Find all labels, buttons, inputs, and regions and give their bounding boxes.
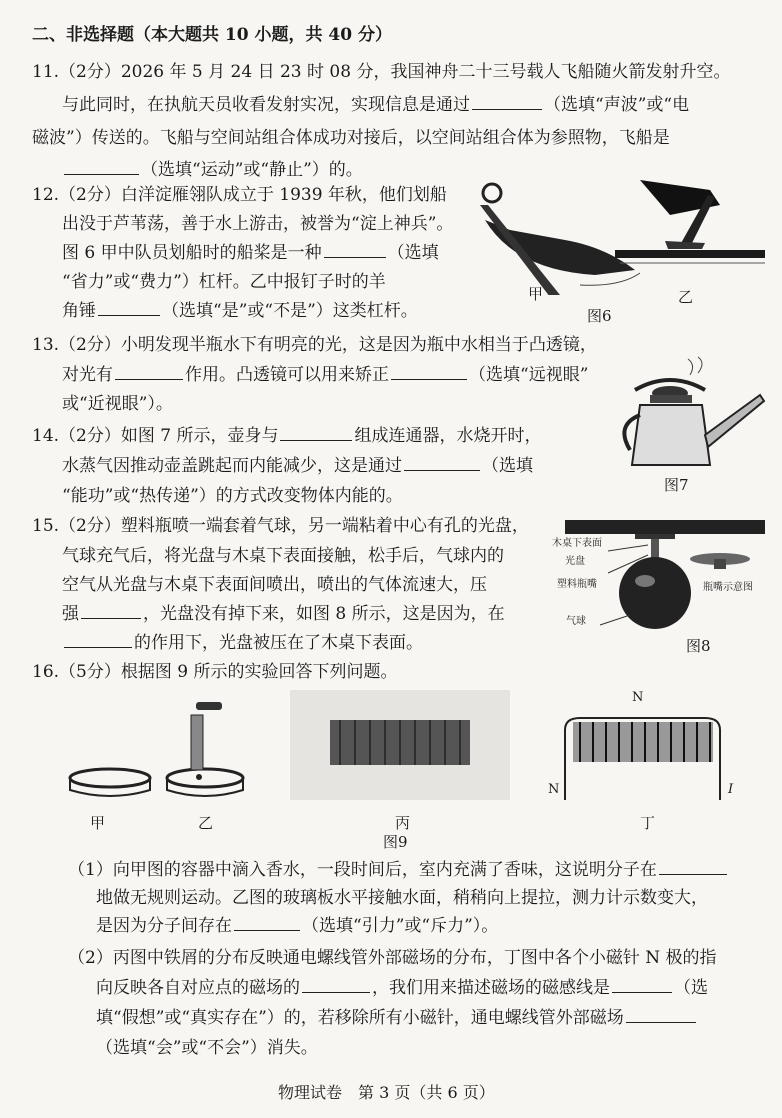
q14-line-3: “能功”或“热传递”）的方式改变物体内能的。	[62, 486, 403, 506]
answer-blank[interactable]	[612, 976, 672, 993]
figure-8-caption: 图8	[686, 637, 711, 655]
q11-line-3: 磁波”）传送的。飞船与空间站组合体成功对接后，以空间站组合体为参照物，飞船是	[32, 128, 670, 148]
q16-p1-line-3: 是因为分子间存在 （选填“引力”或“斥力”）。	[96, 916, 499, 936]
figure-9-drawing	[65, 690, 755, 810]
figure-9-label-jia: 甲	[90, 814, 106, 832]
figure-8-label-table: 木桌下表面	[552, 538, 602, 549]
answer-blank[interactable]	[626, 1006, 696, 1023]
figure-9-label-n-left: N	[548, 782, 560, 797]
q16-p2-line-4: （选填“会”或“不会”）消失。	[96, 1038, 318, 1058]
page-footer: 物理试卷 第 3 页（共 6 页）	[278, 1083, 495, 1102]
answer-blank[interactable]	[659, 858, 727, 875]
q13-line-3: 或“近视眼”）。	[62, 394, 173, 414]
answer-blank[interactable]	[64, 631, 132, 648]
answer-blank[interactable]	[472, 93, 542, 110]
figure-6-drawing	[470, 175, 770, 295]
answer-blank[interactable]	[324, 241, 386, 258]
q16-p2-line-3: 填“假想”或“真实存在”）的，若移除所有小磁针，通电螺线管外部磁场	[96, 1006, 698, 1030]
q15-line-3: 空气从光盘与木桌下表面间喷出，喷出的气体流速大，压	[62, 575, 487, 595]
answer-blank[interactable]	[64, 158, 139, 175]
q16-p2-line-1: （2）丙图中铁屑的分布反映通电螺线管外部磁场的分布，丁图中各个小磁针 N 极的指	[68, 948, 717, 968]
figure-8-label-bottle: 塑料瓶嘴	[557, 579, 597, 590]
figure-8-label-detail: 瓶嘴示意图	[703, 582, 753, 593]
q12-line-1: 12.（2分）白洋淀雁翎队成立于 1939 年秋，他们划船	[32, 185, 447, 205]
figure-9-label-bing: 丙	[395, 814, 411, 832]
figure-9-label-yi: 乙	[198, 814, 214, 832]
q15-line-2: 气球充气后，将光盘与木桌下表面接触，松手后，气球内的	[62, 546, 504, 566]
answer-blank[interactable]	[391, 363, 467, 380]
figure-6-label-yi: 乙	[678, 288, 694, 306]
figure-9-label-ding: 丁	[640, 814, 656, 832]
answer-blank[interactable]	[404, 454, 480, 471]
figure-9-label-i: I	[728, 782, 734, 797]
q16-p2-line-2: 向反映各自对应点的磁场的 ，我们用来描述磁场的磁感线是 （选	[96, 978, 708, 998]
answer-blank[interactable]	[280, 424, 352, 441]
figure-8-label-balloon: 气球	[566, 616, 586, 627]
q14-line-2: 水蒸气因推动壶盖跳起而内能减少，这是通过 （选填	[62, 456, 533, 476]
q12-line-3: 图 6 甲中队员划船时的船桨是一种 （选填	[62, 243, 439, 263]
q13-line-2: 对光有 作用。凸透镜可以用来矫正 （选填“远视眼”	[62, 365, 589, 385]
q15-line-5: 的作用下，光盘被压在了木桌下表面。	[62, 631, 423, 655]
answer-blank[interactable]	[302, 976, 370, 993]
figure-6-label-jia: 甲	[528, 285, 544, 303]
figure-7-caption: 图7	[664, 476, 689, 494]
answer-blank[interactable]	[234, 914, 300, 931]
q11-line-4: （选填“运动”或“静止”）的。	[62, 158, 363, 182]
q12-line-2: 出没于芦苇荡，善于水上游击，被誉为“淀上神兵”。	[62, 214, 454, 234]
q12-line-5: 角锤 （选填“是”或“不是”）这类杠杆。	[62, 301, 418, 321]
q13-line-1: 13.（2分）小明发现半瓶水下有明亮的光，这是因为瓶中水相当于凸透镜，	[32, 335, 597, 355]
q16-p1-line-2: 地做无规则运动。乙图的玻璃板水平接触水面，稍稍向上提拉，测力计示数变大，	[96, 888, 708, 908]
answer-blank[interactable]	[98, 299, 160, 316]
figure-8-label-disc: 光盘	[565, 556, 585, 567]
figure-7-kettle	[610, 355, 770, 470]
answer-blank[interactable]	[81, 602, 141, 619]
q14-line-1: 14.（2分）如图 7 所示，壶身与 组成连通器，水烧开时，	[32, 426, 542, 446]
section-title: 二、非选择题（本大题共 10 小题，共 40 分）	[32, 25, 392, 45]
q11-line-2: 与此同时，在执航天员收看发射实况，实现信息是通过 （选填“声波”或“电	[62, 95, 690, 115]
figure-6-caption: 图6	[587, 307, 612, 325]
answer-blank[interactable]	[115, 363, 183, 380]
figure-9-label-n-top: N	[632, 690, 644, 705]
figure-9-caption: 图9	[383, 833, 408, 851]
q15-line-1: 15.（2分）塑料瓶喷一端套着气球，另一端粘着中心有孔的光盘，	[32, 516, 529, 536]
q16-line-1: 16.（5分）根据图 9 所示的实验回答下列问题。	[32, 662, 398, 682]
q15-line-4: 强 ，光盘没有掉下来，如图 8 所示，这是因为，在	[62, 604, 505, 624]
q11-line-1: 11.（2分）2026 年 5 月 24 日 23 时 08 分，我国神舟二十三号载人飞船随火箭发射升空。	[32, 62, 731, 82]
q12-line-4: “省力”或“费力”）杠杆。乙中报钉子时的羊	[62, 272, 386, 292]
q16-p1-line-1: （1）向甲图的容器中滴入香水，一段时间后，室内充满了香味，这说明分子在	[68, 858, 729, 882]
